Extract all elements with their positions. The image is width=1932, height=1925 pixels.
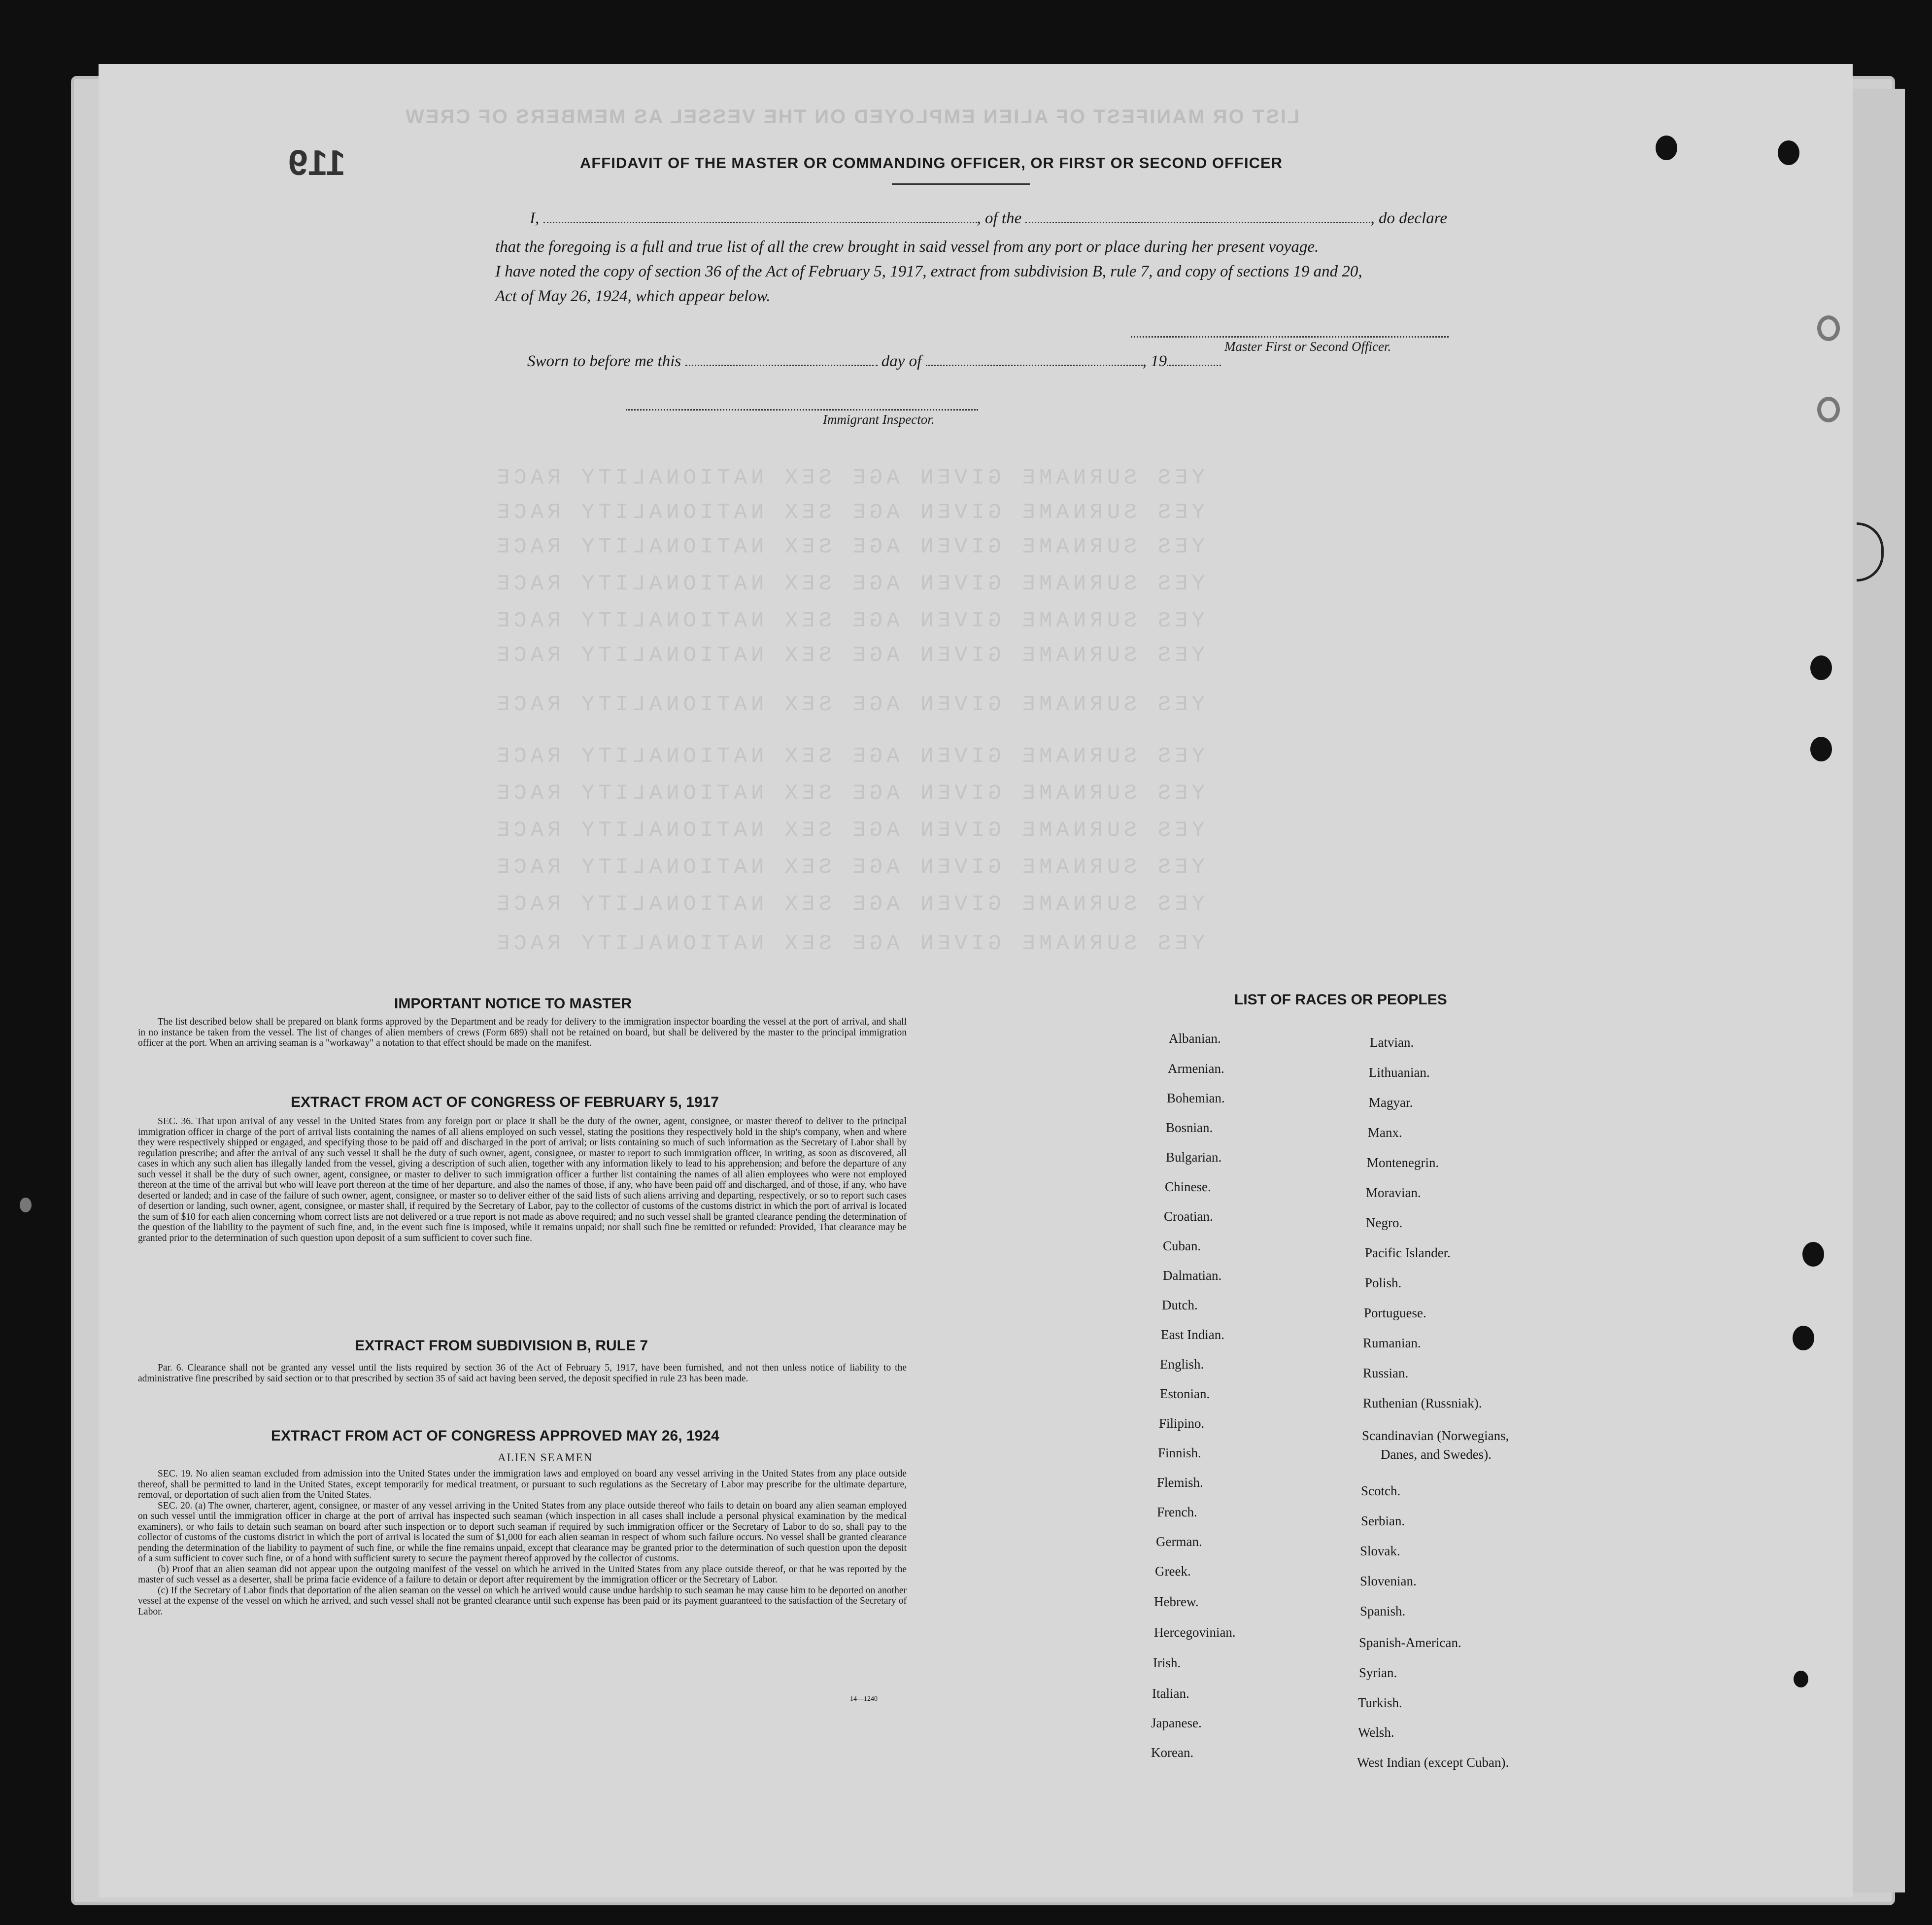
extract-1917-body [138,1116,907,1243]
race-right: Ruthenian (Russniak). [1363,1396,1482,1410]
race-right: Pacific Islander. [1365,1245,1451,1260]
race-right: West Indian (except Cuban). [1357,1755,1509,1770]
binder-ring [1817,315,1840,341]
do-declare-label: , do declare [1370,209,1447,227]
race-right: Slovak. [1360,1544,1400,1558]
notice-body [138,1017,907,1049]
binder-hole [1802,1242,1824,1267]
race-right: Welsh. [1358,1725,1394,1740]
race-left: East Indian. [1161,1327,1224,1342]
declarant-prefix: I, [530,209,540,227]
bleed-row: YES SURNAME GIVEN AGE SEX NATIONALITY RACE [493,855,1205,880]
bleed-row: YES SURNAME GIVEN AGE SEX NATIONALITY RACE [493,572,1205,596]
race-left: Dalmatian. [1163,1268,1222,1283]
of-the-label: , of the [977,209,1022,227]
bleed-row: YES SURNAME GIVEN AGE SEX NATIONALITY RACE [493,643,1205,668]
race-right: Moravian. [1366,1185,1421,1200]
notice-text: The list described below shall be prepared on blank forms approved by the Department and be ready for delivery to the immigration inspector boarding the vessel at the port of arrival, and shall in no instance be taken from the vessel. The list of changes of alien members of crews (Form 689) shall not be retained on board, but shall be delivered by the master to the principal immigration officer at the port. When an arriving seaman is a "workaway" a notation to that effect should be made on the manifest. [138,1017,907,1048]
inspector-signature-line [626,409,978,411]
notice-title: IMPORTANT NOTICE TO MASTER [394,996,632,1012]
race-left: Bosnian. [1166,1120,1213,1135]
race-right: Serbian. [1361,1513,1405,1528]
race-left: French. [1157,1505,1197,1519]
affidavit-line-4: Act of May 26, 1924, which appear below. [495,287,771,305]
race-left: Korean. [1151,1745,1194,1760]
race-left: Croatian. [1164,1209,1213,1224]
binder-hole [1810,737,1832,761]
race-right: Syrian. [1359,1665,1397,1680]
race-left: Dutch. [1162,1298,1198,1312]
race-right: Portuguese. [1364,1306,1426,1320]
margin-dot [20,1198,32,1212]
bleed-row: YES SURNAME GIVEN AGE SEX NATIONALITY RACE [493,692,1205,717]
race-right: Latvian. [1370,1035,1414,1050]
declarant-name-field [543,210,977,223]
rule-7-title: EXTRACT FROM SUBDIVISION B, RULE 7 [355,1338,648,1354]
race-right: Rumanian. [1363,1336,1421,1350]
affidavit-title: AFFIDAVIT OF THE MASTER OR COMMANDING OFFICER, OR FIRST OR SECOND OFFICER [579,154,1283,172]
extract-1924-body [138,1469,907,1617]
binder-hole [1656,136,1677,160]
title-rule [892,183,1030,185]
rule-7-body [138,1363,907,1384]
bleed-row: YES SURNAME GIVEN AGE SEX NATIONALITY RACE [493,609,1205,633]
sworn-year-field [1167,353,1221,366]
paragraph-6-text: Par. 6. Clearance shall not be granted any vessel until the lists required by section 36 of the Act of February 5, 1917, have been furnished, and not then unless notice of liability to the administrative fine prescribed by said section or to that prescribed by section 35 of said act having been served, the deposit specified in rule 23 has been made. [138,1363,907,1384]
race-left: Hercegovinian. [1154,1625,1236,1640]
race-left: English. [1160,1357,1204,1372]
race-left: Italian. [1152,1686,1189,1701]
binder-hole [1810,655,1832,680]
sworn-line [527,352,1221,371]
bleed-row: YES SURNAME GIVEN AGE SEX NATIONALITY RACE [493,781,1205,806]
race-right: Russian. [1363,1366,1409,1380]
inspector-signature-label: Immigrant Inspector. [823,412,935,427]
race-right: Spanish. [1360,1604,1406,1618]
race-right: Danes, and Swedes). [1381,1447,1491,1462]
binder-hole [1794,1671,1808,1687]
race-right: Scandinavian (Norwegians, [1362,1428,1509,1443]
bleed-row: YES SURNAME GIVEN AGE SEX NATIONALITY RACE [493,892,1205,917]
race-left: Bohemian. [1167,1091,1225,1105]
bleed-row: YES SURNAME GIVEN AGE SEX NATIONALITY RACE [493,466,1205,490]
section-36-text: SEC. 36. That upon arrival of any vessel in the United States from any foreign port or place it shall be the duty of the owner, agent, consignee, or master thereof to deliver to the principal immigration officer in charge of the port of arrival lists containing the names of all aliens employed on such vessel, stating the positions they respectively hold in the ship's company, when and where they were respectively shipped or engaged, and specifying those to be paid off and discharged in the port of arrival; or lists containing so much of such information as the Secretary of Labor shall by regulation prescribe; and after the arrival of any such vessel it shall be the duty of such owner, agent, consignee, or master to report to such immigration officer, in writing, as soon as discovered, all cases in which any such alien has illegally landed from the vessel, giving a description of such alien, together with any information likely to lead to his apprehension; and before the departure of any such vessel it shall be the duty of such owner, agent, consignee, or master to deliver to such immigration officer a further list containing the names of all alien employees who were not employed thereon at the time of the arrival but who will leave port thereon at the time of her departure, and also the names of those, if any, who have been paid off and discharged, and of those, if any, who have deserted or landed; and in case of the failure of such owner, agent, consignee, or master so to deliver either of the said lists of such aliens arriving and departing, respectively, or so to report such cases of desertion or landing, such owner, agent, consignee, or master shall, if required by the Secretary of Labor, pay to the collector of customs of the customs district in which the port of arrival is located the sum of $10 for each alien concerning whom correct lists are not delivered or a true report is not made as above required; and no such vessel shall be granted clearance pending the determination of the question of the liability to the payment of such fine, and, in the event such fine is imposed, while it remains unpaid; nor shall such fine be remitted or refunded: Provided, That clearance may be granted prior to the determination of such question upon deposit of a sum sufficient to cover such fine. [138,1116,907,1243]
master-signature-label: Master First or Second Officer. [1224,339,1391,354]
affidavit-line-2: that the foregoing is a full and true list of all the crew brought in said vessel from any port or place during her present voyage. [495,238,1319,256]
race-left: Greek. [1155,1564,1191,1579]
race-right: Negro. [1366,1215,1403,1230]
bleed-row: YES SURNAME GIVEN AGE SEX NATIONALITY RACE [493,931,1205,956]
race-right: Scotch. [1361,1483,1401,1498]
form-page [99,64,1853,1897]
affidavit-line-3: I have noted the copy of section 36 of the Act of February 5, 1917, extract from subdivision B, rule 7, and copy of sections 19 and 20, [495,263,1362,280]
binder-hole [1778,140,1799,165]
race-left: Flemish. [1157,1475,1203,1490]
bleed-row: YES SURNAME GIVEN AGE SEX NATIONALITY RACE [493,818,1205,843]
race-right: Magyar. [1369,1095,1413,1110]
form-code: 14—1240 [850,1695,878,1703]
race-left: Bulgarian. [1166,1150,1222,1165]
bleed-through-header: LIST OR MANIFEST OF ALIEN EMPLOYED ON THE VESSEL AS MEMBERS OF CREW [404,106,1300,128]
extract-1917-title: EXTRACT FROM ACT OF CONGRESS OF FEBRUARY 5, 1917 [291,1094,719,1110]
race-right: Polish. [1365,1275,1402,1290]
race-left: Armenian. [1168,1061,1224,1076]
race-right: Slovenian. [1360,1574,1417,1588]
race-left: German. [1156,1534,1202,1549]
race-left: Hebrew. [1154,1594,1199,1609]
binder-hole [1793,1326,1814,1350]
extract-1924-title: EXTRACT FROM ACT OF CONGRESS APPROVED MAY 26, 1924 [271,1428,719,1444]
race-left: Japanese. [1151,1716,1202,1730]
race-left: Estonian. [1160,1386,1210,1401]
section-20b-text: (b) Proof that an alien seaman did not appear upon the outgoing manifest of the vessel on which he arrived in the United States from any place outside thereof, or that he was reported by the master of such vessel as a deserter, shall be prima facie evidence of a failure to detain or deport after requirement by the immigration officer or the Secretary of Labor. [138,1564,907,1585]
master-signature-line [1131,336,1449,338]
alien-seamen-subtitle: ALIEN SEAMEN [498,1451,593,1464]
section-19-text: SEC. 19. No alien seaman excluded from admission into the United States under the immigration laws and employed on board any vessel arriving in the United States from any place outside thereof, shall be permitted to land in the United States, except temporarily for medical treatment, or pursuant to such regulations as the Secretary of Labor may prescribe for the ultimate departure, removal, or deportation of such alien from the United States. [138,1469,907,1500]
page-number: 119 [288,143,346,183]
sworn-day-field [685,353,878,366]
sworn-month-field [926,353,1143,366]
race-left: Filipino. [1159,1416,1205,1431]
day-of-label: day of [881,352,922,370]
bleed-row: YES SURNAME GIVEN AGE SEX NATIONALITY RACE [493,500,1205,525]
bleed-row: YES SURNAME GIVEN AGE SEX NATIONALITY RACE [493,744,1205,769]
race-left: Albanian. [1169,1031,1221,1046]
affidavit-line-1 [530,209,1447,228]
section-20c-text: (c) If the Secretary of Labor finds that deportation of the alien seaman on the vessel on which he arrived would cause undue hardship to such seaman he may cause him to be deported on another vessel at the expense of the vessel on which he arrived, and such vessel shall not be granted clearance until such expense has been paid or its payment guaranteed to the satisfaction of the Secretary of Labor. [138,1585,907,1617]
binder-ring [1817,397,1840,422]
bleed-row: YES SURNAME GIVEN AGE SEX NATIONALITY RACE [493,535,1205,559]
race-left: Cuban. [1163,1238,1201,1253]
race-right: Manx. [1368,1125,1402,1140]
race-left: Finnish. [1158,1445,1201,1460]
races-title: LIST OF RACES OR PEOPLES [1234,992,1447,1008]
sworn-prefix: Sworn to before me this [527,352,681,370]
race-right: Lithuanian. [1369,1065,1430,1080]
race-right: Turkish. [1358,1695,1402,1710]
race-right: Montenegrin. [1367,1155,1439,1170]
year-prefix: , 19 [1142,352,1167,370]
section-20a-text: SEC. 20. (a) The owner, charterer, agent, consignee, or master of any vessel arriving in the United States from any place outside thereof who fails to detain on board any alien seaman employed on such vessel until the immigration officer in charge at the port of arrival has inspected such seaman (which inspection in all cases shall include a personal physical examination by the medical examiners), or who fails to detain such seaman on board after such inspection or to deport such seaman if required by such immigration officer or the Secretary of Labor to do so, shall pay to the collector of customs of the customs district in which the port of arrival is located the sum of $1,000 for each alien seaman in respect of whom such failure occurs. No vessel shall be granted clearance pending the determination of the liability to payment of such fine, or while the fine remains unpaid, except that clearance may be granted prior to the determination of such question upon the deposit of a sum sufficient to cover such fine, or of a bond with sufficient surety to secure the payment thereof approved by the collector of customs. [138,1500,907,1564]
vessel-name-field [1025,210,1370,223]
race-left: Chinese. [1165,1179,1211,1194]
race-left: Irish. [1153,1655,1181,1670]
race-right: Spanish-American. [1359,1635,1461,1650]
